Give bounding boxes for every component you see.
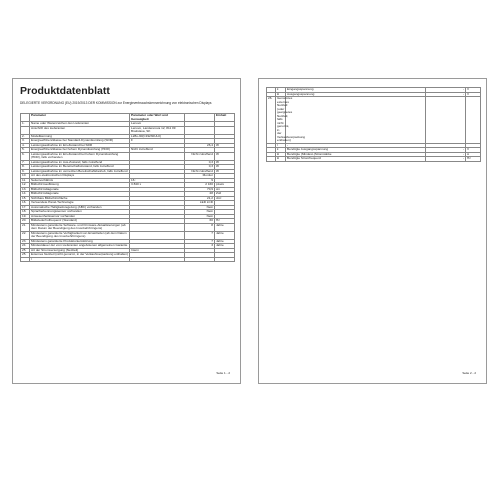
table-cell: Benötigte (Mindest-)Stromstärke [286,152,426,157]
table-cell: 70,9 [185,187,215,192]
table-cell: 3 [185,244,215,249]
table-cell: Mindestdauer der vom Lieferanten angebotenen allgemeinen Garantie [30,244,130,249]
table-cell: Name oder Warenzeichen des Lieferanten [30,122,130,127]
table-cell: Jahre [215,244,235,249]
table-cell: Seitenverhältnis [30,178,130,183]
table-cell: W [215,160,235,165]
table-cell: Mindestens garantierte Produktunterstützung [30,239,130,244]
table-row [21,152,235,160]
table-cell: 4. [21,143,30,148]
table-cell: Genormtes externes Netzteil (oder geeignetes Netzteil, falls nicht genormt, in der Verkaufsverpackung enthalten) [277,96,306,142]
table-cell: Automatische Helligkeitsregelung (ABC) vorhanden [30,205,130,210]
table-cell: W [215,152,235,160]
table-cell: pixels [215,183,235,188]
table-cell: cm [215,187,235,192]
table-cell: 9 [185,178,215,183]
table-row [267,157,481,162]
table-cell: Nein [185,214,215,219]
table-cell: Leistungsaufnahme im Ein-Zustand bei SDR [30,143,130,148]
table-cell: 1. [21,122,30,127]
table-row [21,231,235,239]
table-cell: 7. [21,160,30,165]
table-cell: W [215,169,235,174]
table-cell: 6. [21,152,30,160]
table-cell: Energieeffizienzklasse bei hohem Dynamikumfang (HDR) [30,148,130,153]
table-cell: 11. [21,178,30,183]
table-cell: 26. [267,97,276,144]
table-cell [267,157,276,162]
table-cell [21,126,30,134]
table-cell: iii [276,157,286,162]
table-cell: Leistungsaufnahme im Ein-Zustand bei hohem Dynamikumfang (HDR), falls vorhanden [30,152,130,160]
table-cell: 3 840 x [130,183,185,188]
table-cell: Mindestens garantierte Software- und Firmware-Aktualisierungen (ab dem Datum der Beendigung des Inverkehrbringens) [30,223,130,231]
table-cell: Energieeffizienzklasse bei Standard-Dynamikumfang (SDR) [30,139,130,144]
table-cell: Sichtbare Bildschirmfläche [30,196,130,201]
table-row [21,257,235,262]
table-cell: 14. [21,192,30,197]
table-cell: Spracherkennungssensor vorhanden [30,210,130,215]
table-cell [130,223,185,231]
table-cell: - [426,88,466,93]
document-subtitle: DELEGIERTE VERORDNUNG (EU) 2019/2013 DER KOMMISSION zur Energieverbrauchskennzeichnung von elektronischen Displays [20,101,212,105]
table-cell: 25. [21,248,30,253]
table-cell: Lenovo, Landererova 12, 811 09 Bratislava, SK [130,126,185,134]
table-cell: Hz [215,219,235,224]
table-cell: ii [276,88,286,93]
table-cell: 9. [21,169,30,174]
table-cell [130,231,185,239]
table-cell: 60 [185,219,215,224]
table-cell: Lenovo [130,122,185,127]
table-cell: Jahre [215,239,235,244]
table-cell: 18. [21,210,30,215]
table-cell: 15. [21,196,30,201]
table-row [21,126,235,134]
table-cell: Bildschirmdiagonale [30,192,130,197]
table-cell: 2. [21,134,30,139]
header-cell: Parameter [30,114,130,122]
table-cell: Anschrift des Lieferanten [30,126,130,134]
table-cell: V [466,148,481,153]
table-cell: W [215,165,235,170]
table-cell: / [276,143,286,148]
table-cell: - [286,143,426,148]
table-cell: Jahre [215,223,235,231]
table-cell: 5. [21,148,30,153]
table-cell [215,257,235,262]
table-cell: 23. [21,239,30,244]
table-cell [466,97,481,144]
table-row [267,97,481,144]
table-cell: - [426,92,466,97]
table-cell: 25. [21,253,30,258]
table-cell: 3. [21,139,30,144]
table-cell [185,126,215,134]
table-cell: Zoll [215,192,235,197]
table-cell: Intern [130,248,185,253]
table-cell: Anwesenheitssensor vorhanden [30,214,130,219]
table-cell: 24. [21,244,30,249]
table-cell [215,126,235,134]
datasheet-page-1 [12,78,241,384]
page-number: Seite 1 - 2 [216,371,230,375]
table-cell: F [130,139,185,144]
table-cell: iii [276,152,286,157]
table-cell [130,152,185,160]
table-cell [426,97,466,144]
parameter-table-continued [266,87,481,162]
table-cell [185,257,215,262]
table-cell: Hz [466,157,481,162]
table-cell: 17. [21,205,30,210]
table-cell: / [30,257,130,262]
table-cell: 20. [21,219,30,224]
table-cell: Art der Stromversorgung (Netzteil) [30,248,130,253]
table-cell: 12. [21,183,30,188]
table-cell: Leistungsaufnahme im Aus-Zustand, falls zutreffend [30,160,130,165]
table-cell: 16 : [130,178,185,183]
table-cell: iii [276,92,286,97]
table-cell: LED LCD [185,201,215,206]
table-cell: - [426,148,466,153]
table-cell: 0,3 [185,160,215,165]
table-cell: Bildschirmauflösung [30,183,130,188]
table-cell: 10. [21,174,30,179]
table-cell: Bildschirmdiagonale [30,187,130,192]
table-row [21,223,235,231]
table-cell: 0,3 [185,165,215,170]
table-cell: Mindestens garantierte Verfügbarkeit von Ersatzteilen (ab dem Datum der Beendigung des Inverkehrbringens) [30,231,130,239]
table-cell: 8 [185,223,215,231]
table-cell: Jahre [215,231,235,239]
parameter-table [20,113,235,262]
table-cell: - [426,157,466,162]
table-cell: 21. [21,223,30,231]
table-cell: dm² [215,196,235,201]
table-cell: Leistungsaufnahme im vernetzten Bereitschaftsbetrieb, falls zutreffend [30,169,130,174]
table-cell: L28u-30(C19230UL0) [130,134,185,139]
table-cell: - [130,257,185,262]
table-cell: Nicht zutreffend [130,148,185,153]
table-cell: Bildwiederholfrequenz (Standard) [30,219,130,224]
table-cell: A [466,152,481,157]
table-cell: - [426,152,466,157]
header-cell: Parameter oder Wert und Genauigkeit [130,114,185,122]
page-number: Seite 2 - 2 [462,371,476,375]
table-cell: W [215,143,235,148]
datasheet-page-2 [258,78,487,384]
table-cell: Nicht zutreffend [185,152,215,160]
header-cell: Einheit [215,114,235,122]
table-cell: Eingangsspannung [286,88,426,93]
header-cell [185,114,215,122]
table-cell: 13. [21,187,30,192]
table-cell: 16. [21,201,30,206]
table-cell: 7 [185,239,215,244]
table-cell: Verwendete Panel-Technologie [30,201,130,206]
table-cell: Nicht zutreffend [185,169,215,174]
table-cell: Externes Netzteil (nicht genormt, in der Verkaufsverpackung enthalten) [31,252,128,256]
table-cell [286,97,426,144]
table-cell: 7 [185,231,215,239]
table-cell: Leistungsaufnahme im Bereitschaftszustand, falls zutreffend [30,165,130,170]
table-cell: Nein [185,205,215,210]
table-cell: 22. [21,231,30,239]
table-cell: Modellkennung [30,134,130,139]
table-cell: Nein [185,210,215,215]
table-cell: Monitor [185,174,215,179]
table-cell: 19. [21,214,30,219]
table-cell: V [466,92,481,97]
table-cell: Art des elektronischen Displays [30,174,130,179]
table-cell: 26,4 [185,143,215,148]
document-title: Produktdatenblatt [20,85,110,97]
table-cell: 2 160 [185,183,215,188]
table-cell: 28 [185,192,215,197]
table-cell: 8. [21,165,30,170]
table-cell: Benötigte Stromfrequenz [286,157,426,162]
table-cell: Benötigte Ausgangsspannung [286,148,426,153]
table-cell: Ausgangsspannung [286,92,426,97]
table-cell: V [466,88,481,93]
table-cell: ii [276,148,286,153]
table-cell: 21,2 [185,196,215,201]
table-cell [21,257,30,262]
